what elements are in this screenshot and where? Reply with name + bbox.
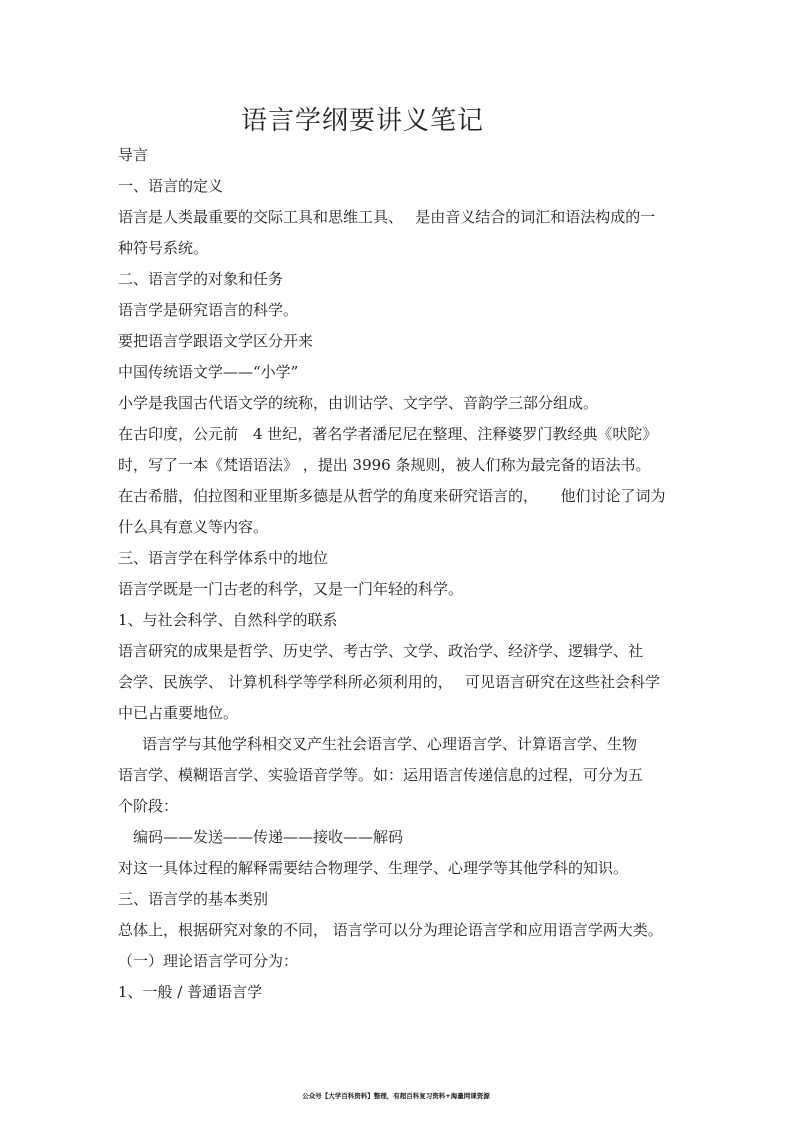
- section-heading: 三、语言学的基本类别: [118, 890, 269, 908]
- paragraph-line: 语言学是研究语言的科学。: [118, 301, 299, 319]
- paragraph-line: 导言: [118, 146, 149, 164]
- paragraph-line: 在古印度，公元前 4 世纪，著名学者潘尼尼在整理、注释婆罗门教经典《吠陀》: [118, 425, 658, 443]
- paragraph-line: 中已占重要地位。: [118, 704, 239, 722]
- paragraph-line: 语言学与其他学科相交叉产生社会语言学、心理语言学、计算语言学、生物: [142, 735, 638, 753]
- subsection-heading: 1、一般 / 普通语言学: [118, 983, 263, 1001]
- paragraph-line: 什么具有意义等内容。: [118, 518, 269, 536]
- paragraph-line: 会学、民族学、 计算机科学等学科所必须利用的， 可见语言研究在这些社会科学: [118, 673, 661, 691]
- section-heading: 三、语言学在科学体系中的地位: [118, 549, 329, 567]
- section-heading: 一、语言的定义: [118, 177, 224, 195]
- footer-watermark: 公众号【大学百科资料】整理，有超百科复习资料+海量网课资源: [302, 1092, 490, 1100]
- paragraph-line: 语言学、模糊语言学、实验语音学等。如：运用语言传递信息的过程，可分为五: [118, 766, 644, 784]
- paragraph-line: 中国传统语文学——“小学”: [118, 363, 299, 381]
- paragraph-line: 种符号系统。: [118, 239, 209, 257]
- paragraph-line: 总体上，根据研究对象的不同， 语言学可以分为理论语言学和应用语言学两大类。: [118, 921, 663, 939]
- paragraph-line: 语言研究的成果是哲学、历史学、考古学、文学、政治学、经济学、逻辑学、社: [118, 642, 644, 660]
- subsection-heading: 1、与社会科学、自然科学的联系: [118, 611, 338, 629]
- paragraph-line: 语言学既是一门古老的科学，又是一门年轻的科学。: [118, 580, 464, 598]
- paragraph-line: 小学是我国古代语文学的统称，由训诂学、文字学、音韵学三部分组成。: [118, 394, 599, 412]
- document-title: 语言学纲要讲义笔记: [241, 106, 485, 136]
- process-chain: 编码——发送——传递——接收——解码: [133, 828, 404, 846]
- paragraph-line: 个阶段：: [118, 797, 179, 815]
- paragraph-line: 在古希腊，伯拉图和亚里斯多德是从哲学的角度来研究语言的， 他们讨论了词为: [118, 487, 666, 505]
- subsection-heading: （一）理论语言学可分为：: [118, 952, 299, 970]
- section-heading: 二、语言学的对象和任务: [118, 270, 284, 288]
- paragraph-line: 对这一具体过程的解释需要结合物理学、生理学、心理学等其他学科的知识。: [118, 859, 629, 877]
- paragraph-line: 要把语言学跟语文学区分开来: [118, 332, 314, 350]
- paragraph-line: 语言是人类最重要的交际工具和思维工具、 是由音义结合的词汇和语法构成的一: [118, 208, 656, 226]
- paragraph-line: 时，写了一本《梵语语法》 ，提出 3996 条规则，被人们称为最完备的语法书。: [118, 456, 651, 474]
